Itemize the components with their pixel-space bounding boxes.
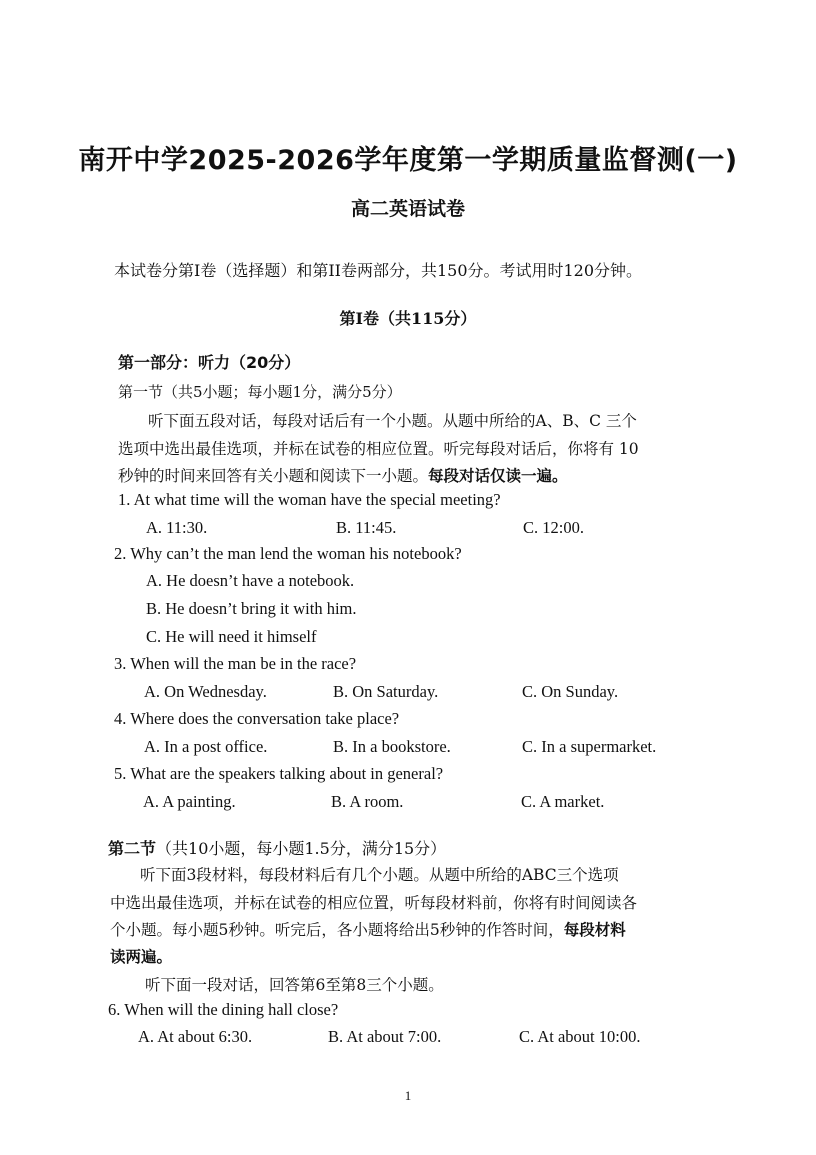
option-a: A. At about 6:30.: [138, 1027, 253, 1046]
question-stem: 1. At what time will the woman have the special meeting?: [118, 490, 501, 509]
part1-title: 第一部分：听力（20分）: [118, 353, 301, 372]
option-b: B. On Saturday.: [333, 682, 439, 701]
option-c: C. At about 10:00.: [519, 1027, 641, 1046]
section1-instruction-bold: 每段对话仅读一遍。: [428, 467, 568, 485]
option-a: A. A painting.: [143, 792, 236, 811]
option-a: A. 11:30.: [146, 518, 208, 537]
exam-title: 南开中学2025-2026学年度第一学期质量监督测(一): [78, 145, 738, 176]
section2-instruction-bold: 读两遍。: [110, 948, 173, 966]
section2-instruction-line: 听下面3段材料，每段材料后有几个小题。从题中所给的ABC三个选项: [140, 866, 619, 884]
section1-instruction-line: [118, 464, 568, 486]
section2-title: [108, 836, 446, 859]
section2-instruction-text: 个小题。每小题5秒钟。听完后，各小题将给出5秒钟的作答时间，: [110, 921, 564, 939]
section1-instruction-text: 秒钟的时间来回答有关小题和阅读下一小题。: [118, 467, 429, 485]
section2-instruction-line: [110, 918, 626, 940]
option-b: B. He doesn’t bring it with him.: [146, 599, 357, 618]
section2-instruction-line: [110, 945, 172, 967]
option-a: A. He doesn’t have a notebook.: [146, 571, 355, 590]
question-stem: 6. When will the dining hall close?: [108, 1000, 339, 1019]
option-c: C. He will need it himself: [146, 627, 317, 646]
option-b: B. At about 7:00.: [328, 1027, 442, 1046]
option-c: C. A market.: [521, 792, 605, 811]
option-a: A. On Wednesday.: [144, 682, 267, 701]
option-b: B. 11:45.: [336, 518, 397, 537]
volume-title: 第Ⅰ卷（共115分）: [339, 309, 477, 328]
question-stem: 2. Why can’t the man lend the woman his notebook?: [114, 544, 462, 563]
option-b: B. In a bookstore.: [333, 737, 451, 756]
section1-instruction-line: 选项中选出最佳选项，并标在试卷的相应位置。听完每段对话后，你将有 10: [118, 440, 639, 458]
question-stem: 3. When will the man be in the race?: [114, 654, 357, 673]
section2-title-rest: （共10小题，每小题1.5分，满分15分）: [156, 839, 447, 858]
section2-title-bold: 第二节: [108, 839, 157, 858]
section1-instruction-line: 听下面五段对话，每段对话后有一个小题。从题中所给的A、B、C 三个: [148, 412, 637, 430]
section2-instruction-bold: 每段材料: [563, 921, 626, 939]
option-c: C. On Sunday.: [522, 682, 619, 701]
option-c: C. 12:00.: [523, 518, 584, 537]
question-stem: 5. What are the speakers talking about in general?: [114, 764, 444, 783]
option-c: C. In a supermarket.: [522, 737, 657, 756]
section2-instruction-line: 中选出最佳选项，并标在试卷的相应位置，听每段材料前，你将有时间阅读各: [110, 894, 638, 912]
exam-subtitle: 高二英语试卷: [350, 198, 465, 220]
option-a: A. In a post office.: [144, 737, 268, 756]
option-b: B. A room.: [331, 792, 404, 811]
exam-intro: 本试卷分第Ⅰ卷（选择题）和第II卷两部分，共150分。考试用时120分钟。: [114, 261, 643, 280]
page-number: 1: [404, 1088, 412, 1103]
question-stem: 4. Where does the conversation take place?: [114, 709, 400, 728]
section1-title: 第一节（共5小题；每小题1分，满分5分）: [118, 383, 402, 401]
section2-lead: 听下面一段对话，回答第6至第8三个小题。: [145, 976, 444, 994]
